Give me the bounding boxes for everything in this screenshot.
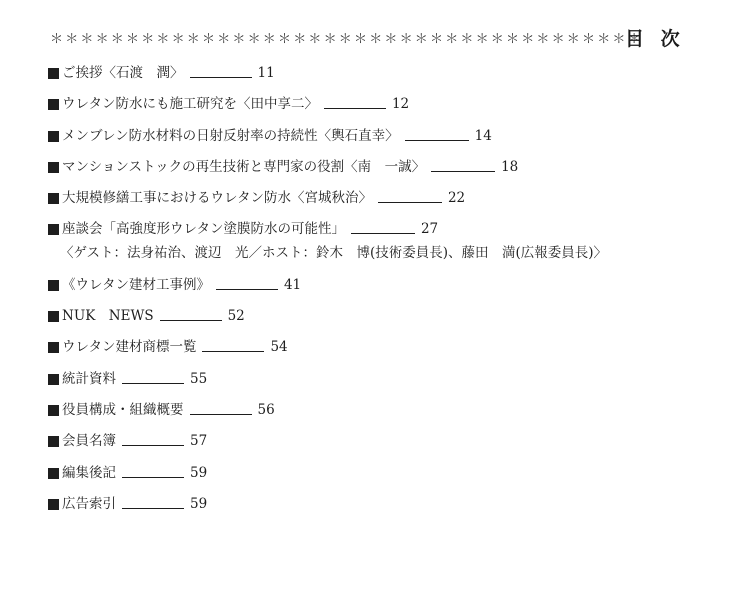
leader-line <box>190 400 252 415</box>
square-bullet-icon <box>48 311 59 322</box>
toc-entry-page: 12 <box>391 96 410 113</box>
decorative-asterisk-line: ＊＊＊＊＊＊＊＊＊＊＊＊＊＊＊＊＊＊＊＊＊＊＊＊＊＊＊＊＊＊＊＊＊＊＊＊＊＊＊ <box>50 32 643 47</box>
square-bullet-icon <box>48 68 59 79</box>
toc-entry-title: 広告索引 <box>62 495 116 512</box>
square-bullet-icon <box>48 436 59 447</box>
toc-entry-title: ウレタン建材商標一覧 <box>62 339 197 356</box>
square-bullet-icon <box>48 99 59 110</box>
toc-entry[interactable] <box>48 94 718 125</box>
toc-entry[interactable] <box>48 219 718 243</box>
toc-entry-title: ご挨拶〈石渡 潤〉 <box>62 65 184 81</box>
toc-list <box>48 63 718 525</box>
toc-entry-page: 52 <box>227 308 245 325</box>
toc-entry-page: 57 <box>190 433 208 450</box>
toc-entry-page: 18 <box>501 158 519 175</box>
toc-entry-page: 14 <box>474 127 492 144</box>
square-bullet-icon <box>48 193 59 204</box>
toc-entry-title: 《ウレタン建材工事例》 <box>62 276 210 293</box>
leader-line <box>431 157 495 172</box>
toc-entry[interactable] <box>48 431 718 462</box>
toc-entry-page: 55 <box>190 370 208 387</box>
leader-line <box>351 219 415 234</box>
toc-entry-page: 56 <box>257 401 275 418</box>
toc-entry-page: 59 <box>190 464 208 481</box>
toc-entry-page: 22 <box>447 190 466 207</box>
toc-entry-title: NUK NEWS <box>62 308 154 325</box>
toc-title: 目 次 <box>625 28 680 50</box>
toc-entry[interactable] <box>48 157 718 188</box>
leader-line <box>324 94 386 109</box>
toc-entry[interactable] <box>48 369 718 400</box>
leader-line <box>190 63 252 78</box>
toc-entry-title: 会員名簿 <box>62 433 116 450</box>
toc-entry-title: 座談会「高強度形ウレタン塗膜防水の可能性」 <box>62 221 345 238</box>
toc-entry-title: 大規模修繕工事におけるウレタン防水〈宮城秋治〉 <box>62 190 372 207</box>
toc-entry[interactable] <box>48 188 718 219</box>
toc-entry-title: 役員構成・組織概要 <box>62 401 184 418</box>
toc-entry-title: 統計資料 <box>62 370 116 387</box>
square-bullet-icon <box>48 280 59 291</box>
leader-line <box>405 126 469 141</box>
toc-entry[interactable] <box>48 494 718 525</box>
toc-entry-title: メンブレン防水材料の日射反射率の持続性〈輿石直幸〉 <box>62 127 399 144</box>
leader-line <box>122 463 184 478</box>
leader-line <box>122 369 184 384</box>
leader-line <box>160 306 222 321</box>
leader-line <box>202 337 264 352</box>
square-bullet-icon <box>48 499 59 510</box>
square-bullet-icon <box>48 468 59 479</box>
square-bullet-icon <box>48 342 59 353</box>
square-bullet-icon <box>48 131 59 142</box>
square-bullet-icon <box>48 162 59 173</box>
toc-entry-title: ウレタン防水にも施工研究を〈田中享二〉 <box>62 96 318 113</box>
toc-entry[interactable] <box>48 306 718 337</box>
toc-entry[interactable] <box>48 126 718 157</box>
toc-entry-page: 41 <box>283 276 302 293</box>
toc-entry-page: 54 <box>270 339 288 356</box>
toc-entry[interactable] <box>48 463 718 494</box>
leader-line <box>216 275 278 290</box>
toc-entry[interactable] <box>48 275 718 306</box>
toc-entry-title: マンションストックの再生技術と専門家の役割〈南 一誠〉 <box>62 158 426 175</box>
square-bullet-icon <box>48 405 59 416</box>
toc-entry-page: 11 <box>257 65 275 81</box>
toc-entry[interactable] <box>48 63 718 94</box>
toc-entry-page: 27 <box>420 221 439 238</box>
toc-entry-title: 編集後記 <box>62 464 116 481</box>
toc-entry-page: 59 <box>190 495 208 512</box>
square-bullet-icon <box>48 374 59 385</box>
toc-entry[interactable] <box>48 400 718 431</box>
toc-header <box>50 24 710 52</box>
toc-entry[interactable] <box>48 337 718 368</box>
leader-line <box>378 188 442 203</box>
toc-entry-participants: 〈ゲスト：法身祐治、渡辺 光／ホスト：鈴木 博(技術委員長)、藤田 満(広報委員長)〉 <box>60 245 608 262</box>
leader-line <box>122 431 184 446</box>
leader-line <box>122 494 184 509</box>
square-bullet-icon <box>48 224 59 235</box>
